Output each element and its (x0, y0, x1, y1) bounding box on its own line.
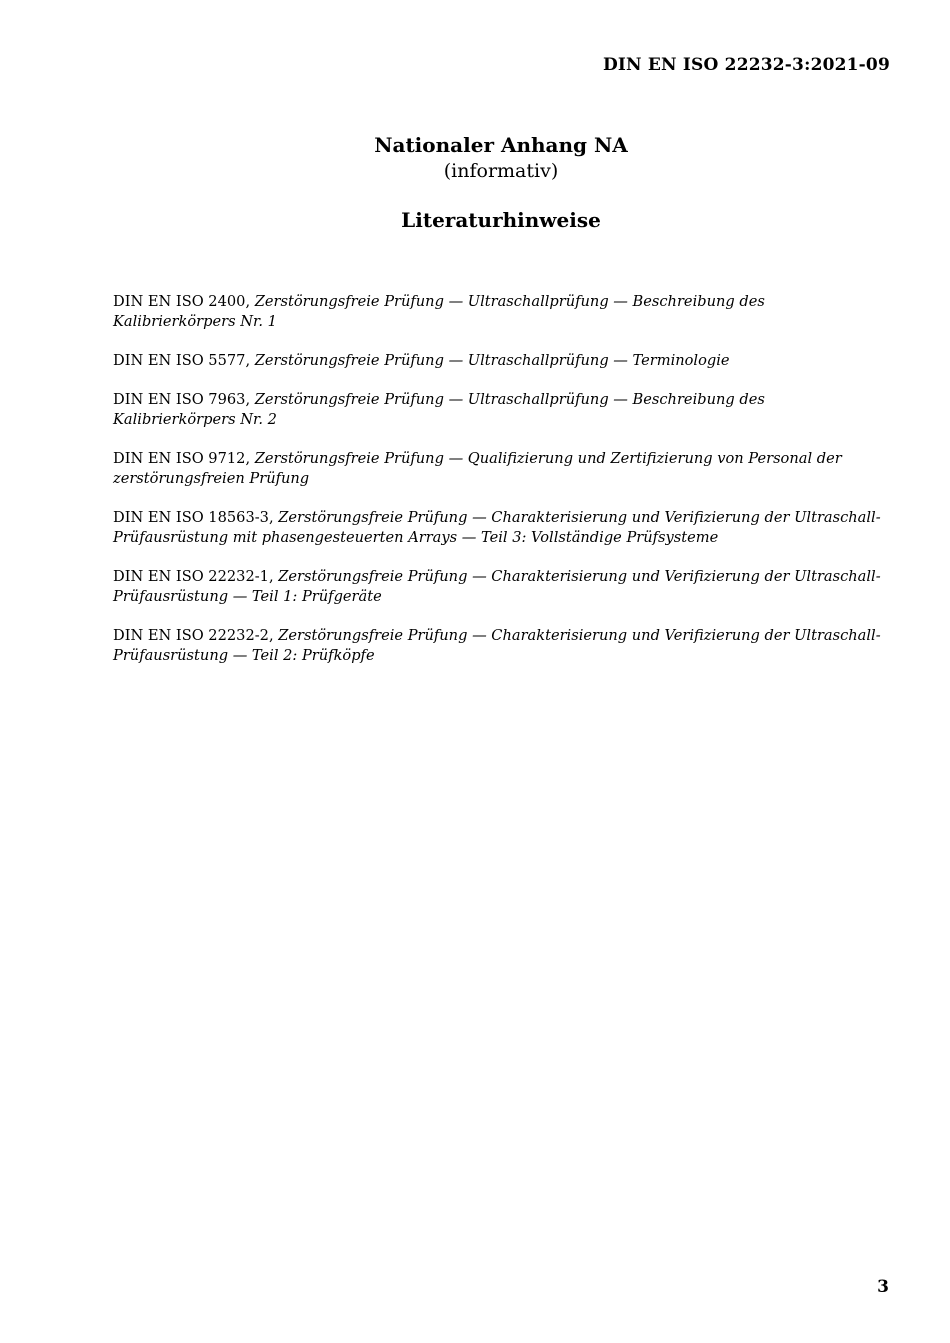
reference-item (113, 390, 888, 430)
reference-standard: DIN EN ISO 22232-2, (113, 627, 274, 644)
reference-item (113, 508, 888, 548)
reference-title: Zerstörungsfreie Prüfung — Qualifizierung und Zertifizierung von Personal der zerstörungsfreien Prüfung (113, 450, 842, 487)
reference-standard: DIN EN ISO 9712, (113, 450, 251, 467)
reference-standard: DIN EN ISO 2400, (113, 293, 251, 310)
reference-item (113, 351, 888, 371)
reference-title: Zerstörungsfreie Prüfung — Charakterisierung und Verifizierung der Ultraschall-Prüfausrüstung — Teil 2: Prüfköpfe (113, 627, 881, 664)
reference-title: Zerstörungsfreie Prüfung — Ultraschallprüfung — Beschreibung des Kalibrierkörpers Nr. 2 (113, 391, 765, 428)
reference-list (113, 292, 888, 685)
reference-item (113, 292, 888, 332)
reference-item (113, 449, 888, 489)
reference-title: Zerstörungsfreie Prüfung — Ultraschallprüfung — Beschreibung des Kalibrierkörpers Nr. 1 (113, 293, 765, 330)
section-title: Literaturhinweise (401, 208, 601, 232)
reference-item (113, 626, 888, 666)
reference-title: Zerstörungsfreie Prüfung — Ultraschallprüfung — Terminologie (254, 352, 730, 369)
reference-item (113, 567, 888, 607)
reference-standard: DIN EN ISO 5577, (113, 352, 251, 369)
reference-standard: DIN EN ISO 18563-3, (113, 509, 274, 526)
reference-standard: DIN EN ISO 22232-1, (113, 568, 274, 585)
annex-subtitle: (informativ) (443, 160, 559, 182)
page-number: 3 (877, 1277, 889, 1297)
document-id-header: DIN EN ISO 22232-3:2021-09 (602, 55, 890, 75)
reference-standard: DIN EN ISO 7963, (113, 391, 251, 408)
reference-title: Zerstörungsfreie Prüfung — Charakterisierung und Verifizierung der Ultraschall-Prüfausrüstung mit phasengesteuerten Arrays — Teil 3: Vollständige Prüfsysteme (113, 509, 881, 546)
annex-title: Nationaler Anhang NA (374, 133, 628, 157)
reference-title: Zerstörungsfreie Prüfung — Charakterisierung und Verifizierung der Ultraschall-Prüfausrüstung — Teil 1: Prüfgeräte (113, 568, 881, 605)
